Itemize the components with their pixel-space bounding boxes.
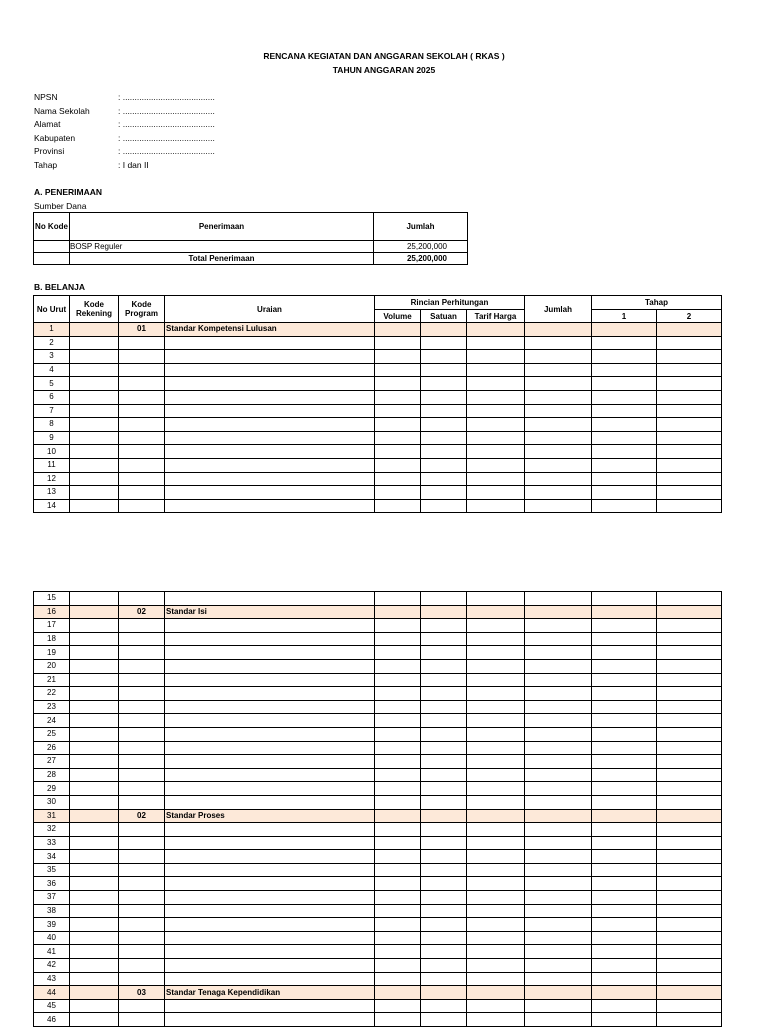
row-number: 13 — [34, 486, 70, 500]
program-uraian: Standar Proses — [165, 809, 375, 823]
table-row — [34, 850, 722, 864]
row-number: 7 — [34, 404, 70, 418]
table-row — [34, 646, 722, 660]
row-number: 23 — [34, 700, 70, 714]
col-tarif: Tarif Harga — [467, 310, 525, 323]
row-number: 45 — [34, 999, 70, 1013]
table-row — [34, 945, 722, 959]
penerimaan-item-label: BOSP Reguler — [70, 241, 374, 253]
col-penerimaan: Penerimaan — [70, 213, 374, 241]
belanja-body-page1 — [34, 323, 722, 513]
row-number: 24 — [34, 714, 70, 728]
total-penerimaan-label: Total Penerimaan — [70, 253, 374, 265]
col-tahap-1: 1 — [592, 310, 657, 323]
col-jumlah: Jumlah — [374, 213, 468, 241]
row-number: 43 — [34, 972, 70, 986]
row-number: 31 — [34, 809, 70, 823]
program-code: 02 — [119, 605, 165, 619]
document-subtitle: TAHUN ANGGARAN 2025 — [332, 65, 436, 75]
row-number: 37 — [34, 891, 70, 905]
table-row — [34, 823, 722, 837]
table-row — [34, 768, 722, 782]
row-number: 27 — [34, 755, 70, 769]
table-row — [34, 891, 722, 905]
col-no-kode: No Kode — [34, 213, 70, 241]
row-number: 34 — [34, 850, 70, 864]
table-row — [34, 323, 722, 337]
table-row — [34, 863, 722, 877]
table-row — [34, 999, 722, 1013]
program-uraian: Standar Kompetensi Lulusan — [165, 323, 375, 337]
table-row — [34, 755, 722, 769]
table-row — [34, 782, 722, 796]
row-number: 18 — [34, 632, 70, 646]
table-row — [34, 659, 722, 673]
table-row — [34, 592, 722, 606]
row-number: 4 — [34, 363, 70, 377]
row-number: 9 — [34, 431, 70, 445]
row-number: 36 — [34, 877, 70, 891]
row-number: 35 — [34, 863, 70, 877]
row-number: 40 — [34, 931, 70, 945]
row-number: 5 — [34, 377, 70, 391]
belanja-table-page2 — [33, 591, 722, 1027]
row-number: 10 — [34, 445, 70, 459]
row-number: 16 — [34, 605, 70, 619]
col-rincian: Rincian Perhitungan — [375, 296, 525, 310]
row-number: 33 — [34, 836, 70, 850]
table-row — [34, 795, 722, 809]
table-row — [34, 336, 722, 350]
row-number: 30 — [34, 795, 70, 809]
col-volume: Volume — [375, 310, 421, 323]
row-number: 32 — [34, 823, 70, 837]
table-row — [34, 499, 722, 513]
col-satuan: Satuan — [421, 310, 467, 323]
penerimaan-item-value: 25,200,000 — [374, 241, 468, 253]
col-tahap-2: 2 — [657, 310, 722, 323]
table-row — [34, 741, 722, 755]
row-number: 22 — [34, 687, 70, 701]
table-row — [34, 404, 722, 418]
row-number: 41 — [34, 945, 70, 959]
table-row — [34, 605, 722, 619]
table-row — [34, 486, 722, 500]
row-number: 46 — [34, 1013, 70, 1027]
table-row — [34, 714, 722, 728]
row-number: 14 — [34, 499, 70, 513]
table-row — [34, 431, 722, 445]
table-row — [34, 445, 722, 459]
row-number: 3 — [34, 350, 70, 364]
row-number: 44 — [34, 986, 70, 1000]
table-row — [34, 986, 722, 1000]
row-number: 39 — [34, 918, 70, 932]
row-number: 1 — [34, 323, 70, 337]
col-jumlah: Jumlah — [525, 296, 592, 323]
belanja-body-page2 — [34, 592, 722, 1027]
table-row — [34, 687, 722, 701]
program-code: 01 — [119, 323, 165, 337]
table-row — [34, 619, 722, 633]
table-row — [34, 836, 722, 850]
col-kode-program: Kode Program — [119, 296, 165, 323]
row-number: 20 — [34, 659, 70, 673]
row-number: 21 — [34, 673, 70, 687]
row-number: 15 — [34, 592, 70, 606]
table-row — [34, 727, 722, 741]
row-number: 19 — [34, 646, 70, 660]
document-title: RENCANA KEGIATAN DAN ANGGARAN SEKOLAH ( RKAS ) — [263, 51, 505, 61]
table-row — [34, 1013, 722, 1027]
row-number: 29 — [34, 782, 70, 796]
table-row — [34, 632, 722, 646]
table-row — [34, 377, 722, 391]
table-row — [34, 809, 722, 823]
row-number: 12 — [34, 472, 70, 486]
sumber-dana-label: Sumber Dana — [34, 201, 87, 211]
row-number: 17 — [34, 619, 70, 633]
row-number: 42 — [34, 959, 70, 973]
col-no-urut: No Urut — [34, 296, 70, 323]
table-row — [34, 418, 722, 432]
penerimaan-heading: A. PENERIMAAN — [34, 187, 103, 197]
col-uraian: Uraian — [165, 296, 375, 323]
row-number: 8 — [34, 418, 70, 432]
table-row — [34, 700, 722, 714]
table-row — [34, 458, 722, 472]
row-number: 11 — [34, 458, 70, 472]
row-number: 25 — [34, 727, 70, 741]
row-number: 6 — [34, 390, 70, 404]
total-penerimaan-value: 25,200,000 — [374, 253, 468, 265]
table-row — [34, 673, 722, 687]
table-row — [34, 350, 722, 364]
program-code: 03 — [119, 986, 165, 1000]
row-number: 26 — [34, 741, 70, 755]
row-number: 28 — [34, 768, 70, 782]
program-code: 02 — [119, 809, 165, 823]
belanja-heading: B. BELANJA — [34, 282, 86, 292]
table-row — [34, 472, 722, 486]
row-number: 38 — [34, 904, 70, 918]
table-row — [34, 904, 722, 918]
table-row — [34, 390, 722, 404]
table-row — [34, 918, 722, 932]
program-uraian: Standar Tenaga Kependidikan — [165, 986, 375, 1000]
belanja-table-page1 — [33, 295, 722, 513]
table-row — [34, 972, 722, 986]
col-tahap: Tahap — [592, 296, 722, 310]
row-number: 2 — [34, 336, 70, 350]
col-kode-rekening: Kode Rekening — [70, 296, 119, 323]
table-row — [34, 959, 722, 973]
table-row — [34, 877, 722, 891]
table-row — [34, 363, 722, 377]
penerimaan-table — [33, 212, 468, 265]
program-uraian: Standar Isi — [165, 605, 375, 619]
table-row — [34, 931, 722, 945]
